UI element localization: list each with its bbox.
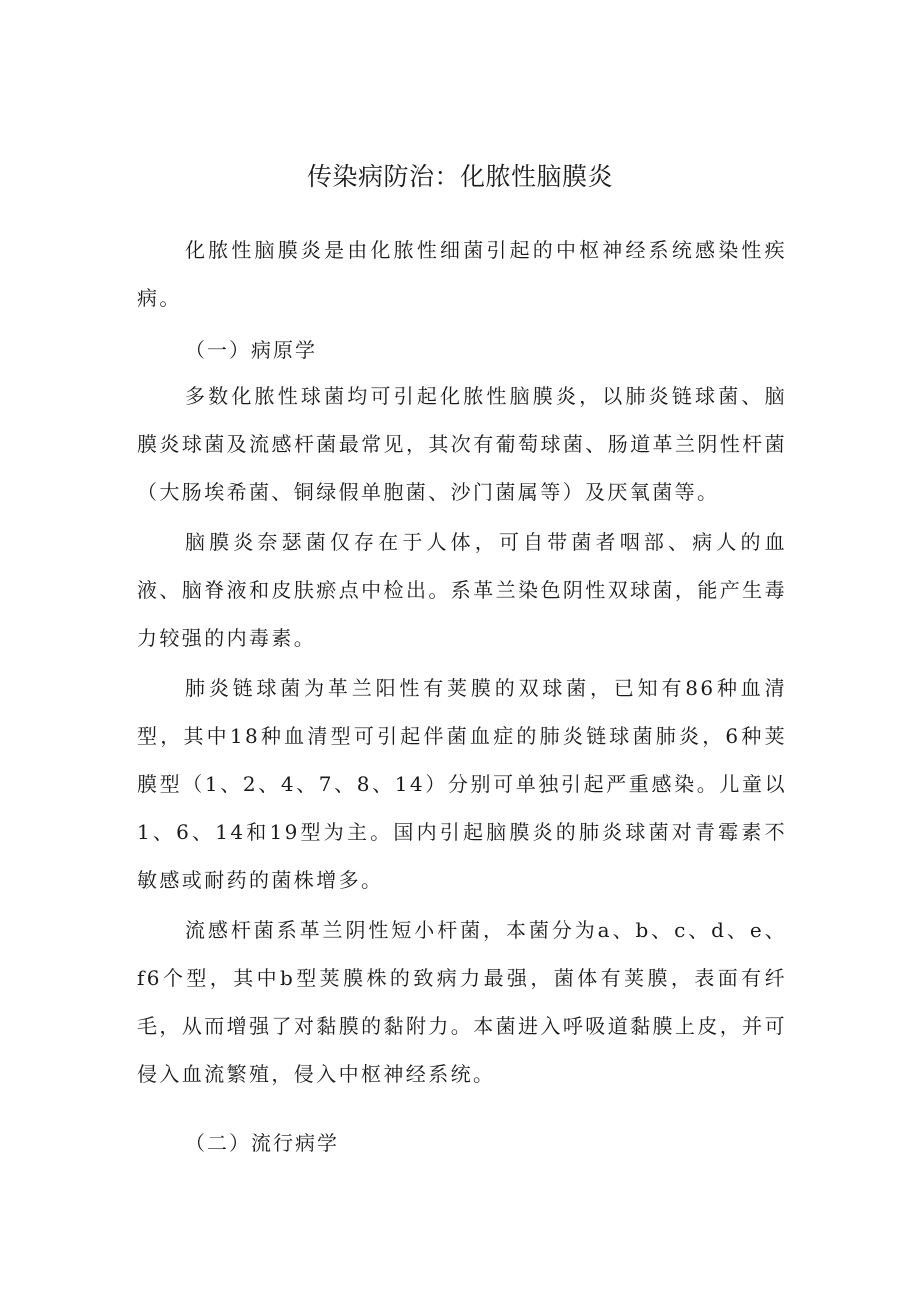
- paragraph-pneumococcus: 肺炎链球菌为革兰阳性有荚膜的双球菌，已知有86种血清型，其中18种血清型可引起伴菌血症的肺炎链球菌肺炎，6种荚膜型（1、2、4、7、8、14）分别可单独引起严重感染。儿童以1、6、14和19型为主。国内引起脑膜炎的肺炎球菌对青霉素不敏感或耐药的菌株增多。: [137, 676, 787, 892]
- section-heading-etiology: （一）病原学: [185, 338, 317, 362]
- intro-paragraph: 化脓性脑膜炎是由化脓性细菌引起的中枢神经系统感染性疾病。: [137, 238, 787, 310]
- paragraph-meningococcus: 脑膜炎奈瑟菌仅存在于人体，可自带菌者咽部、病人的血液、脑脊液和皮肤瘀点中检出。系革兰染色阴性双球菌，能产生毒力较强的内毒素。: [137, 530, 787, 650]
- paragraph-common-pathogens: 多数化脓性球菌均可引起化脓性脑膜炎，以肺炎链球菌、脑膜炎球菌及流感杆菌最常见，其次有葡萄球菌、肠道革兰阴性杆菌（大肠埃希菌、铜绿假单胞菌、沙门菌属等）及厌氧菌等。: [137, 384, 787, 504]
- section-heading-epidemiology: （二）流行病学: [185, 1131, 339, 1155]
- document-title: 传染病防治：化脓性脑膜炎: [306, 162, 613, 191]
- paragraph-haemophilus: 流感杆菌系革兰阴性短小杆菌，本菌分为a、b、c、d、e、f6个型，其中b型荚膜株的致病力最强，菌体有荚膜，表面有纤毛，从而增强了对黏膜的黏附力。本菌进入呼吸道黏膜上皮，并可侵入血流繁殖，侵入中枢神经系统。: [137, 918, 787, 1086]
